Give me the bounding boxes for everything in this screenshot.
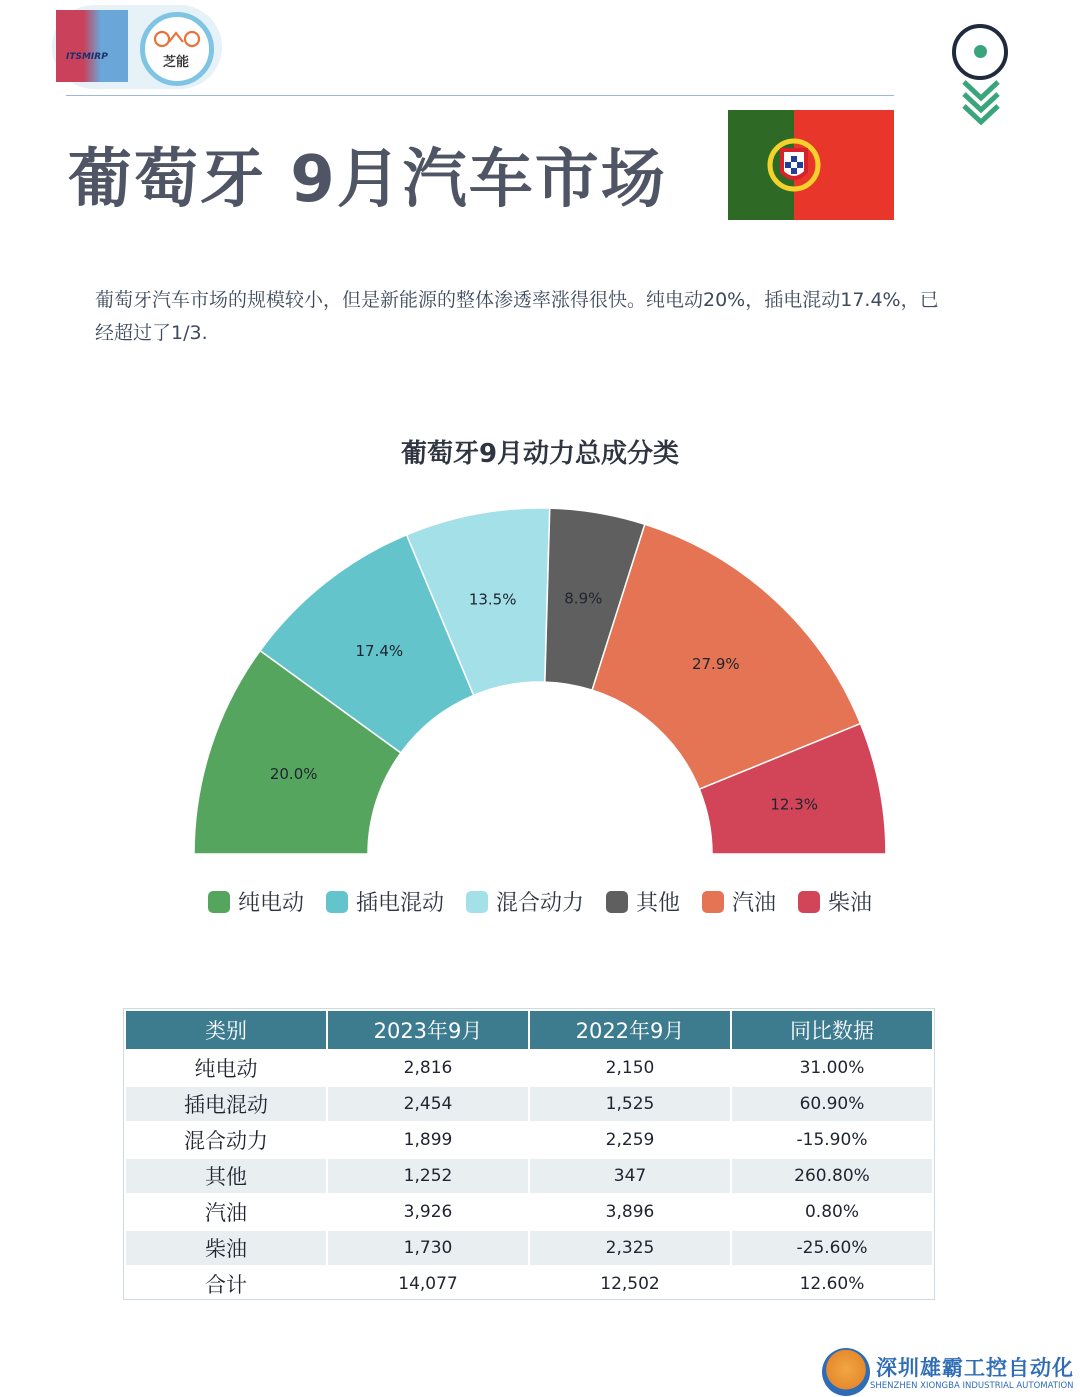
- half-donut-chart: [0, 480, 1080, 870]
- legend-label: 汽油: [732, 891, 777, 916]
- table-cell: 2,259: [529, 1122, 731, 1158]
- portugal-flag-icon: [728, 110, 894, 220]
- table-row: [125, 1230, 933, 1266]
- legend-item[interactable]: [606, 886, 680, 917]
- table-header-cell: 2023年9月: [327, 1010, 529, 1050]
- table-cell: 12,502: [529, 1266, 731, 1302]
- table-cell: 14,077: [327, 1266, 529, 1302]
- table-row: [125, 1086, 933, 1122]
- scroll-dot-icon: [974, 45, 987, 58]
- page-title: 葡萄牙 9月汽车市场: [68, 143, 667, 217]
- table-cell: 插电混动: [125, 1086, 327, 1122]
- legend-label: 纯电动: [237, 891, 304, 916]
- table-cell: 260.80%: [731, 1158, 933, 1194]
- slice-label-5: 12.3%: [770, 795, 819, 814]
- table-cell: 12.60%: [731, 1266, 933, 1302]
- legend-swatch: [606, 891, 628, 913]
- table-cell: 1,899: [327, 1122, 529, 1158]
- logo-right-text: 芝能: [163, 55, 190, 70]
- legend-label: 混合动力: [495, 891, 584, 916]
- table-row: [125, 1266, 933, 1302]
- table-header-cell: 2022年9月: [529, 1010, 731, 1050]
- table-cell: 0.80%: [731, 1194, 933, 1230]
- table-cell: 2,150: [529, 1050, 731, 1086]
- legend-swatch: [466, 891, 488, 913]
- intro-paragraph: 葡萄牙汽车市场的规模较小，但是新能源的整体渗透率涨得很快。纯电动20%，插电混动17.4%，已经超过了1/3.: [95, 289, 939, 344]
- table-cell: 纯电动: [125, 1050, 327, 1086]
- table-cell: -15.90%: [731, 1122, 933, 1158]
- sales-table: [124, 1009, 934, 1303]
- legend-swatch: [798, 891, 820, 913]
- legend-swatch: [208, 891, 230, 913]
- table-row: [125, 1050, 933, 1086]
- slice-label-3: 8.9%: [564, 589, 603, 608]
- table-cell: 2,816: [327, 1050, 529, 1086]
- header-divider: [66, 95, 894, 96]
- legend-item[interactable]: [208, 886, 304, 917]
- legend-swatch: [702, 891, 724, 913]
- table-cell: -25.60%: [731, 1230, 933, 1266]
- table-cell: 3,896: [529, 1194, 731, 1230]
- slice-label-4: 27.9%: [691, 654, 740, 673]
- scroll-down-icon[interactable]: [958, 78, 1004, 128]
- chart-legend: [0, 886, 1080, 917]
- table-cell: 3,926: [327, 1194, 529, 1230]
- table-cell: 60.90%: [731, 1086, 933, 1122]
- table-row: [125, 1122, 933, 1158]
- logo-left-text: ITSMIRP: [66, 52, 108, 62]
- legend-label: 插电混动: [355, 891, 444, 916]
- table-cell: 柴油: [125, 1230, 327, 1266]
- brand-logo-circle: [140, 12, 214, 86]
- table-cell: 汽油: [125, 1194, 327, 1230]
- table-cell: 1,730: [327, 1230, 529, 1266]
- legend-item[interactable]: [798, 886, 872, 917]
- slice-label-0: 20.0%: [269, 764, 318, 783]
- car-logo-image: [56, 10, 128, 82]
- table-row: [125, 1158, 933, 1194]
- table-cell: 2,454: [327, 1086, 529, 1122]
- table-cell: 混合动力: [125, 1122, 327, 1158]
- table-cell: 2,325: [529, 1230, 731, 1266]
- slice-label-2: 13.5%: [468, 590, 517, 609]
- table-cell: 其他: [125, 1158, 327, 1194]
- legend-label: 其他: [636, 891, 681, 916]
- table-row: [125, 1194, 933, 1230]
- legend-label: 柴油: [828, 891, 873, 916]
- legend-item[interactable]: [702, 886, 776, 917]
- slice-label-1: 17.4%: [355, 641, 404, 660]
- company-name-en: SHENZHEN XIONGBA INDUSTRIAL AUTOMATION: [870, 1381, 1074, 1391]
- table-cell: 347: [529, 1158, 731, 1194]
- chart-title: 葡萄牙9月动力总成分类: [400, 439, 680, 469]
- legend-swatch: [326, 891, 348, 913]
- table-cell: 合计: [125, 1266, 327, 1302]
- table-cell: 1,525: [529, 1086, 731, 1122]
- table-header-row: [125, 1010, 933, 1050]
- table-cell: 1,252: [327, 1158, 529, 1194]
- brand-logo-icon: [152, 30, 204, 48]
- legend-item[interactable]: [466, 886, 584, 917]
- table-cell: 31.00%: [731, 1050, 933, 1086]
- table-header-cell: 类别: [125, 1010, 327, 1050]
- table-header-cell: 同比数据: [731, 1010, 933, 1050]
- company-logo-icon: [822, 1348, 870, 1396]
- legend-item[interactable]: [326, 886, 444, 917]
- company-name-cn: 深圳雄霸工控自动化: [876, 1356, 1074, 1380]
